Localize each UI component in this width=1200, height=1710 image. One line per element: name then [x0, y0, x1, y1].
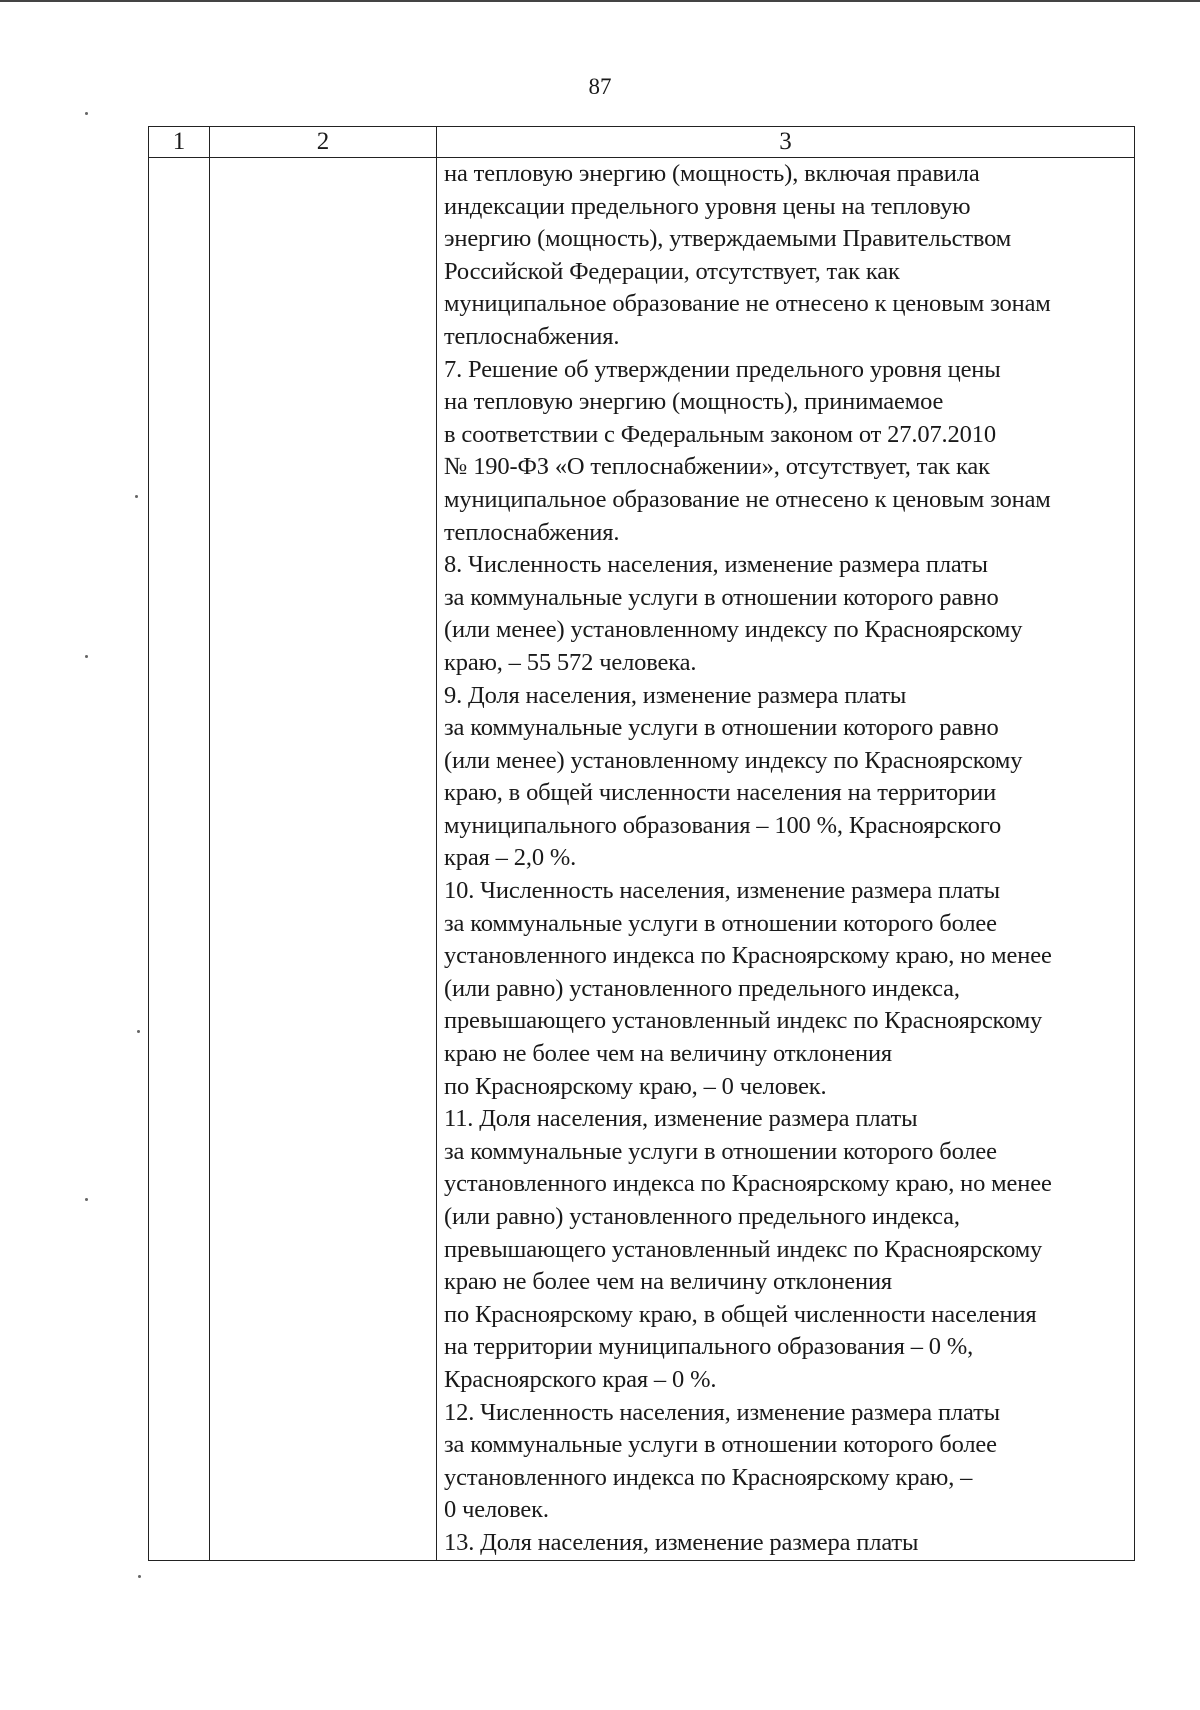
text-line: установленного индекса по Красноярскому краю, но менее — [444, 942, 1052, 970]
text-line: краю не более чем на величину отклонения — [444, 1040, 893, 1068]
text-line: (или равно) установленного предельного индекса, — [444, 974, 960, 1002]
text-line: на тепловую энергию (мощность), принимаемое — [444, 388, 944, 416]
text-line: за коммунальные услуги в отношении которого равно — [444, 714, 999, 742]
scan-top-border — [0, 0, 1200, 2]
text-line: в соответствии с Федеральным законом от 27.07.2010 — [444, 420, 996, 448]
text-line: за коммунальные услуги в отношении которого более — [444, 1431, 997, 1459]
text-line: по Красноярскому краю, в общей численности населения — [444, 1300, 1037, 1328]
text-line: 7. Решение об утверждении предельного уровня цены — [444, 355, 1001, 383]
text-line: Красноярского края – 0 %. — [444, 1365, 717, 1393]
text-line: за коммунальные услуги в отношении которого более — [444, 909, 997, 937]
scan-speck — [135, 495, 138, 498]
text-line: энергию (мощность), утверждаемыми Правительством — [444, 225, 1012, 253]
text-line: 11. Доля населения, изменение размера платы — [444, 1105, 918, 1133]
cell-col-2 — [210, 158, 437, 1561]
text-line: 9. Доля населения, изменение размера платы — [444, 681, 907, 709]
text-line: 0 человек. — [444, 1496, 549, 1524]
cell-col-1 — [149, 158, 210, 1561]
text-line: установленного индекса по Красноярскому краю, но менее — [444, 1170, 1052, 1198]
text-line: на территории муниципального образования – 0 %, — [444, 1333, 974, 1361]
scan-speck — [137, 1030, 140, 1033]
scan-speck — [85, 655, 88, 658]
text-line: 12. Численность населения, изменение размера платы — [444, 1398, 1000, 1426]
text-line: краю, в общей численности населения на территории — [444, 779, 997, 807]
table-row — [149, 158, 1135, 1561]
scan-speck — [85, 1198, 88, 1201]
table-header-row — [149, 127, 1135, 158]
text-line: за коммунальные услуги в отношении которого более — [444, 1137, 997, 1165]
text-line: на тепловую энергию (мощность), включая правила — [444, 160, 980, 187]
text-line: (или менее) установленному индексу по Красноярскому — [444, 746, 1023, 774]
text-line: муниципального образования – 100 %, Красноярского — [444, 811, 1002, 839]
column-header-3: 3 — [437, 127, 1135, 158]
text-line: края – 2,0 %. — [444, 844, 577, 872]
text-line: 10. Численность населения, изменение размера платы — [444, 877, 1000, 905]
text-line: (или равно) установленного предельного индекса, — [444, 1203, 960, 1230]
text-line: по Красноярскому краю, – 0 человек. — [444, 1072, 827, 1100]
page-number: 87 — [588, 74, 612, 99]
text-line: теплоснабжения. — [444, 322, 620, 350]
text-line: 8. Численность населения, изменение размера платы — [444, 551, 988, 579]
scan-speck — [85, 112, 88, 115]
text-line: муниципальное образование не отнесено к ценовым зонам — [444, 485, 1051, 513]
text-line: индексации предельного уровня цены на тепловую — [444, 192, 971, 220]
text-line: 13. Доля населения, изменение размера платы — [444, 1528, 919, 1556]
text-line: № 190-ФЗ «О теплоснабжении», отсутствует, так как — [444, 453, 990, 481]
column-header-2: 2 — [210, 127, 437, 158]
text-line: (или менее) установленному индексу по Красноярскому — [444, 616, 1023, 644]
scan-speck — [138, 1575, 141, 1578]
text-line: теплоснабжения. — [444, 518, 620, 546]
text-line: краю не более чем на величину отклонения — [444, 1268, 893, 1296]
text-line: муниципальное образование не отнесено к ценовым зонам — [444, 290, 1051, 318]
text-line: установленного индекса по Красноярскому краю, – — [444, 1463, 973, 1491]
col3-text-block — [437, 158, 1134, 1560]
text-line: превышающего установленный индекс по Красноярскому — [444, 1007, 1043, 1035]
column-header-1: 1 — [149, 127, 210, 158]
text-line: краю, – 55 572 человека. — [444, 648, 697, 676]
text-line: Российской Федерации, отсутствует, так как — [444, 257, 900, 285]
document-table — [148, 126, 1135, 1561]
text-line: превышающего установленный индекс по Красноярскому — [444, 1235, 1043, 1263]
cell-col-3 — [437, 158, 1135, 1561]
text-line: за коммунальные услуги в отношении которого равно — [444, 583, 999, 611]
